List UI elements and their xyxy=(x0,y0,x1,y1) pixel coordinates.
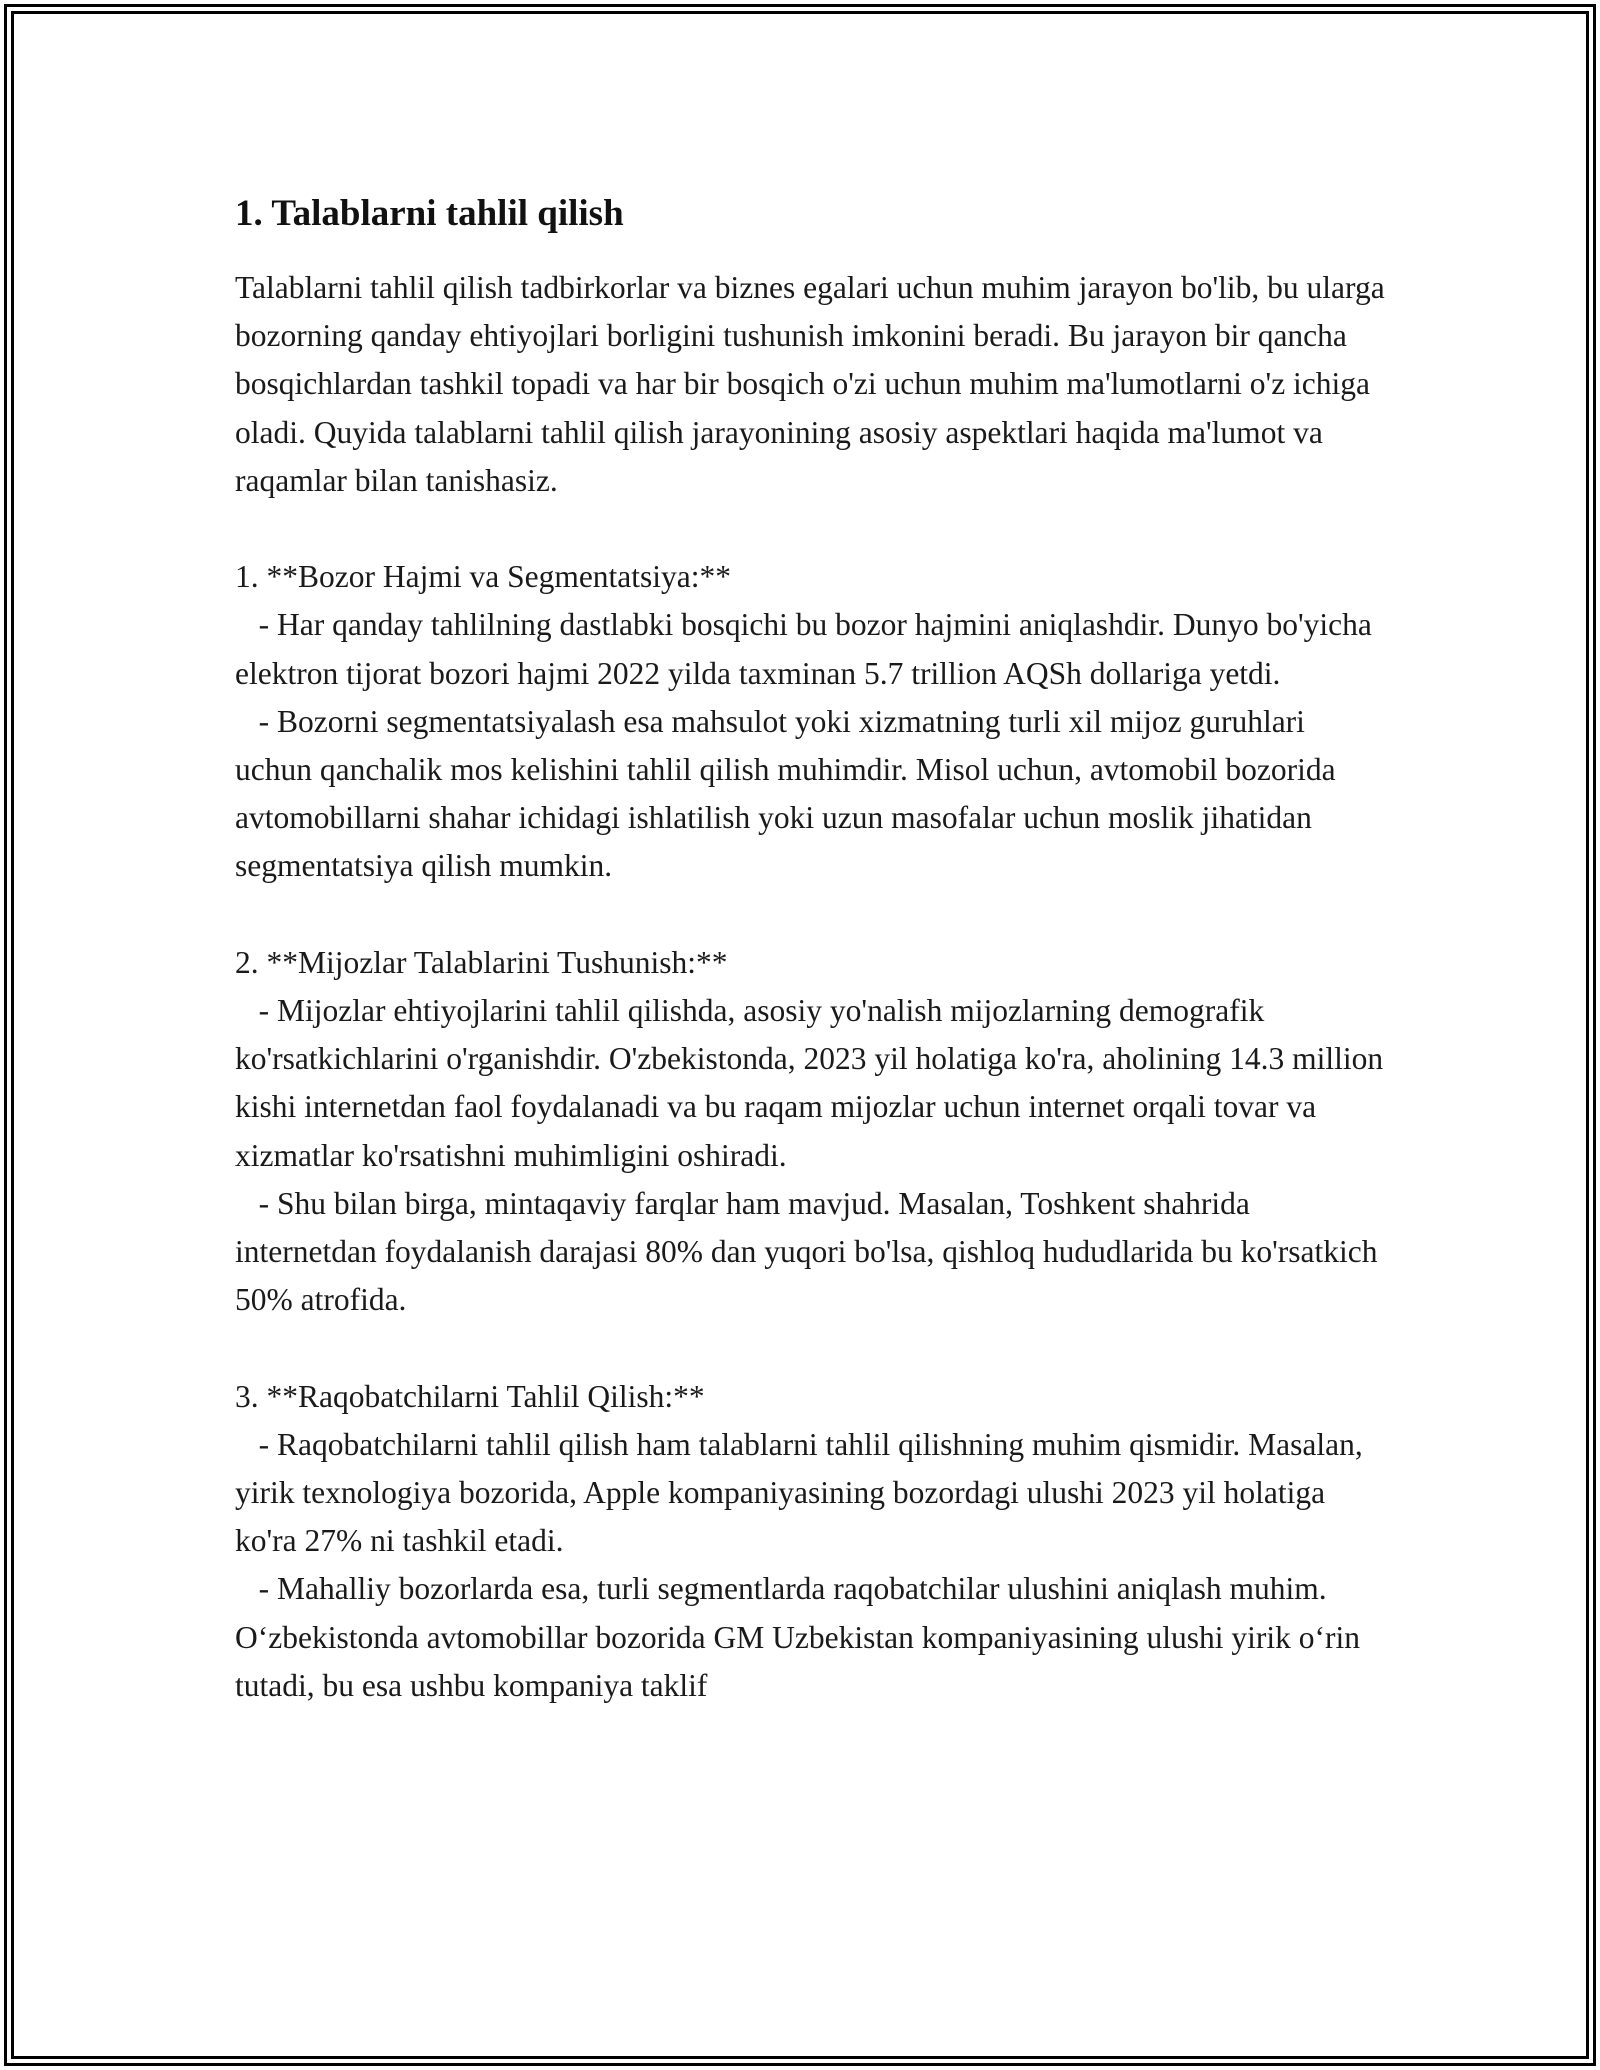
paragraph-spacer xyxy=(235,1324,1385,1372)
section-market-size xyxy=(235,553,1385,890)
list-item: - Har qanday tahlilning dastlabki bosqichi bu bozor hajmini aniqlashdir. Dunyo bo'yicha elektron tijorat bozori hajmi 2022 yilda taxminan 5.7 trillion AQSh dollariga yetdi. xyxy=(235,607,1380,691)
document-body xyxy=(235,180,1393,1710)
paragraph-spacer xyxy=(235,891,1385,939)
list-item: - Mahalliy bozorlarda esa, turli segmentlarda raqobatchilar ulushini aniqlash muhim. O‘zbekistonda avtomobillar bozorida GM Uzbekistan kompaniyasining ulushi yirik o‘rin tutadi, bu esa ushbu kompaniya taklif xyxy=(235,1571,1368,1703)
section-heading: 1. Talablarni tahlil qilish xyxy=(235,193,624,234)
list-item: - Mijozlar ehtiyojlarini tahlil qilishda, asosiy yo'nalish mijozlarning demografik ko'rsatkichlarini o'rganishdir. O'zbekistonda, 2023 yil holatiga ko'ra, aholining 14.3 million kishi internetdan faol foydalanadi va bu raqam mijozlar uchun internet orqali tovar va xizmatlar ko'rsatishni muhimligini oshiradi. xyxy=(235,993,1391,1173)
list-item: - Raqobatchilarni tahlil qilish ham talablarni tahlil qilishning muhim qismidir. Masalan, yirik texnologiya bozorida, Apple kompaniyasining bozordagi ulushi 2023 yil holatiga ko'ra 27% ni tashkil etadi. xyxy=(235,1426,1371,1559)
paragraph-spacer xyxy=(235,505,1385,553)
list-item: - Shu bilan birga, mintaqaviy farqlar ham mavjud. Masalan, Toshkent shahrida internetdan foydalanish darajasi 80% dan yuqori bo'lsa, qishloq hududlarida bu ko'rsatkich 50% atrofida. xyxy=(235,1185,1386,1318)
section-title: 2. **Mijozlar Talablarini Tushunish:** xyxy=(235,944,728,980)
section-title: 1. **Bozor Hajmi va Segmentatsiya:** xyxy=(235,559,732,595)
intro-paragraph: Talablarni tahlil qilish tadbirkorlar va biznes egalari uchun muhim jarayon bo'lib, bu ularga bozorning qanday ehtiyojlari borligini tushunish imkonini beradi. Bu jarayon bir qancha bosqichlardan tashkil topadi va har bir bosqich o'zi uchun muhim ma'lumotlarni o'z ichiga oladi. Quyida talablarni tahlil qilish jarayonining asosiy aspektlari haqida ma'lumot va raqamlar bilan tanishasiz. xyxy=(235,270,1393,498)
section-competitors xyxy=(235,1373,1385,1710)
section-customer-needs xyxy=(235,939,1391,1325)
list-item: - Bozorni segmentatsiyalash esa mahsulot yoki xizmatning turli xil mijoz guruhlari uchun qanchalik mos kelishini tahlil qilish muhimdir. Misol uchun, avtomobil bozorida avtomobillarni shahar ichidagi ishlatilish yoki uzun masofalar uchun moslik jihatidan segmentatsiya qilish mumkin. xyxy=(235,703,1344,884)
section-title: 3. **Raqobatchilarni Tahlil Qilish:** xyxy=(235,1378,705,1414)
